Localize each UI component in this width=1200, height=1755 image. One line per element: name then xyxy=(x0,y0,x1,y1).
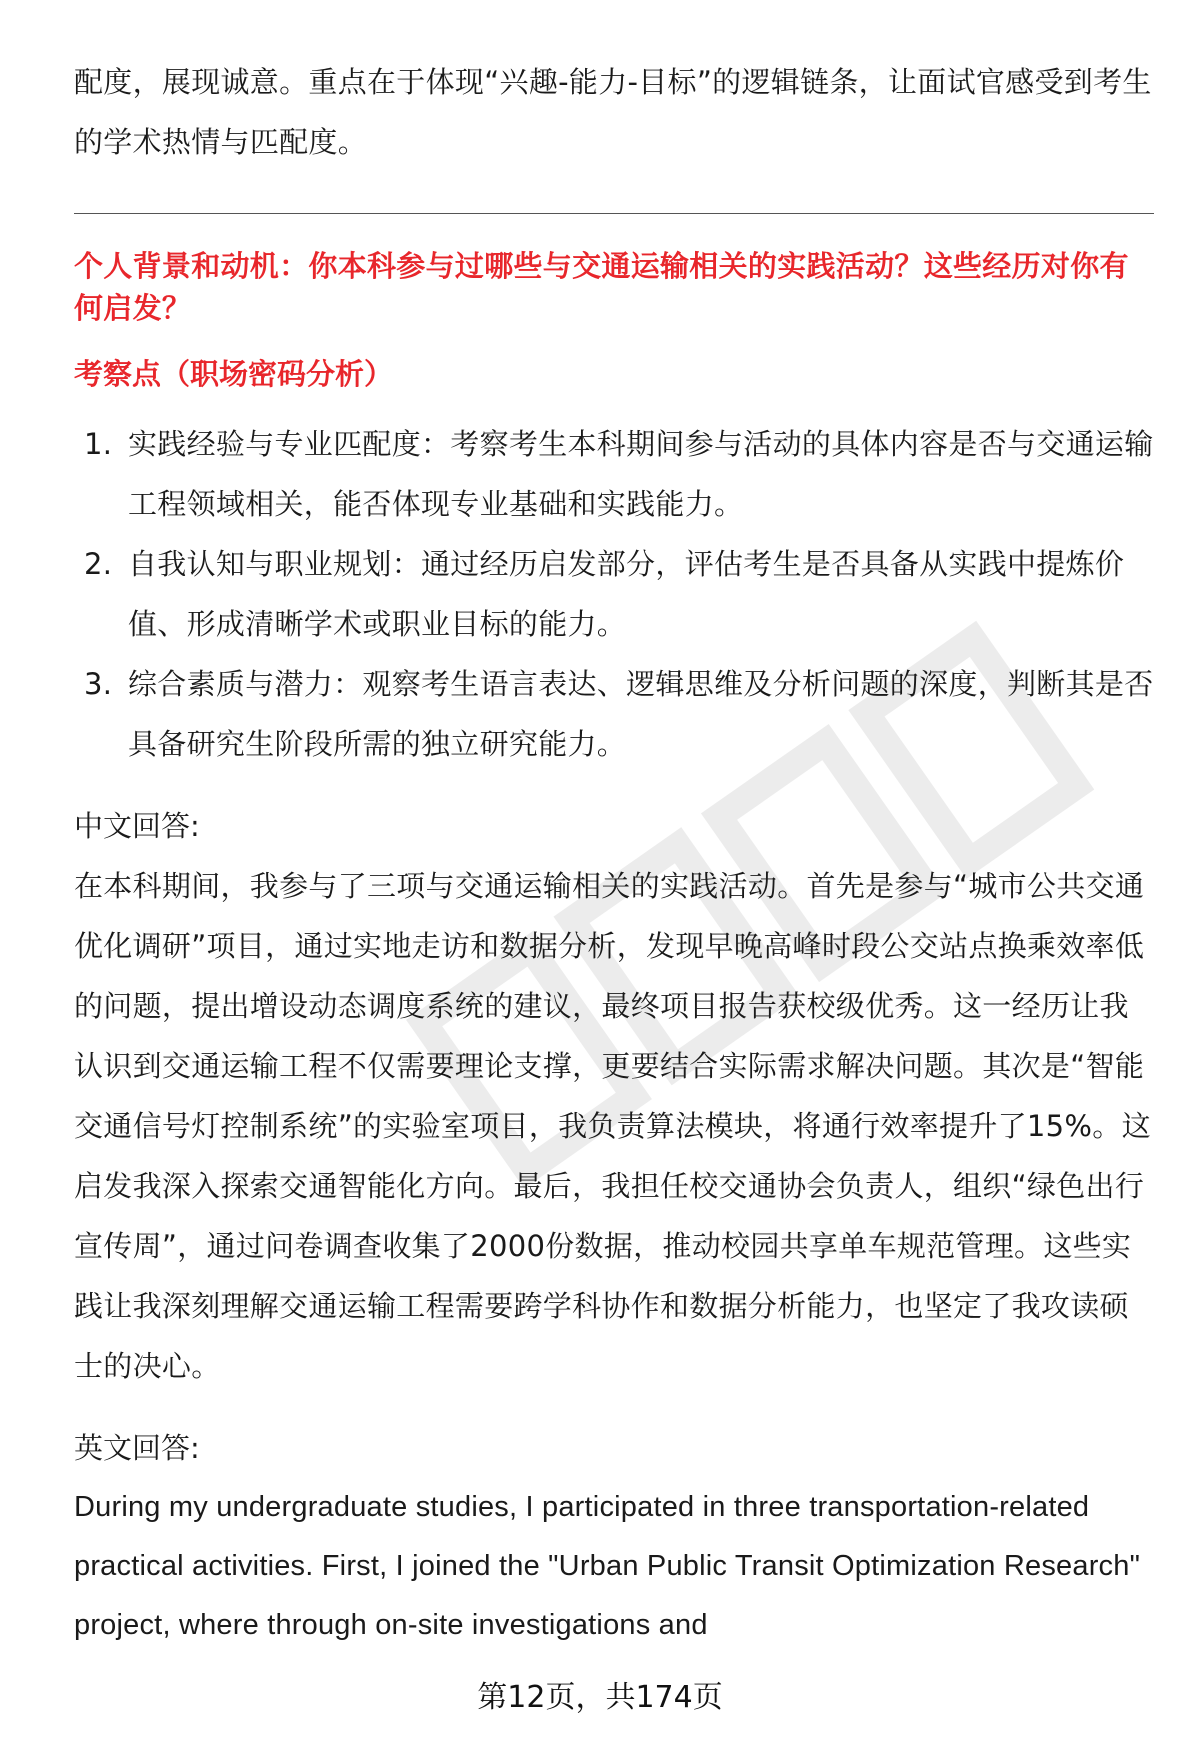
list-item-number: 2. xyxy=(84,547,113,581)
english-answer-label: 英文回答: xyxy=(74,1431,200,1465)
chinese-answer-label: 中文回答: xyxy=(74,809,200,843)
assessment-points-list xyxy=(74,414,1154,774)
english-answer-text: During my undergraduate studies, I participated in three transportation-related practical activities. First, I joined the "Urban Public Transit Optimization Research" project, where through on-site investigations and xyxy=(74,1491,1141,1641)
question-heading: 个人背景和动机：你本科参与过哪些与交通运输相关的实践活动？这些经历对你有何启发？ xyxy=(74,249,1129,325)
section-title: 考察点（职场密码分析） xyxy=(74,357,394,391)
list-item xyxy=(74,534,1154,654)
page-content xyxy=(74,52,1154,1655)
intro-paragraph: 配度，展现诚意。重点在于体现“兴趣-能力-目标”的逻辑链条，让面试官感受到考生的学术热情与匹配度。 xyxy=(74,65,1152,159)
list-item-number: 3. xyxy=(84,667,113,701)
chinese-answer-text: 在本科期间，我参与了三项与交通运输相关的实践活动。首先是参与“城市公共交通优化调研”项目，通过实地走访和数据分析，发现早晚高峰时段公交站点换乘效率低的问题，提出增设动态调度系统的建议，最终项目报告获校级优秀。这一经历让我认识到交通运输工程不仅需要理论支撑，更要结合实际需求解决问题。其次是“智能交通信号灯控制系统”的实验室项目，我负责算法模块，将通行效率提升了15%。这启发我深入探索交通智能化方向。最后，我担任校交通协会负责人，组织“绿色出行宣传周”，通过问卷调查收集了2000份数据，推动校园共享单车规范管理。这些实践让我深刻理解交通运输工程需要跨学科协作和数据分析能力，也坚定了我攻读硕士的决心。 xyxy=(74,869,1151,1383)
list-item-text: 综合素质与潜力：观察考生语言表达、逻辑思维及分析问题的深度，判断其是否具备研究生阶段所需的独立研究能力。 xyxy=(128,667,1154,761)
section-divider xyxy=(74,213,1154,214)
list-item-text: 自我认知与职业规划：通过经历启发部分，评估考生是否具备从实践中提炼价值、形成清晰学术或职业目标的能力。 xyxy=(128,547,1125,641)
list-item-text: 实践经验与专业匹配度：考察考生本科期间参与活动的具体内容是否与交通运输工程领域相关，能否体现专业基础和实践能力。 xyxy=(128,427,1154,521)
list-item xyxy=(74,654,1154,774)
list-item xyxy=(74,414,1154,534)
page-footer: 第12页，共174页 xyxy=(477,1680,723,1715)
list-item-number: 1. xyxy=(84,427,113,461)
